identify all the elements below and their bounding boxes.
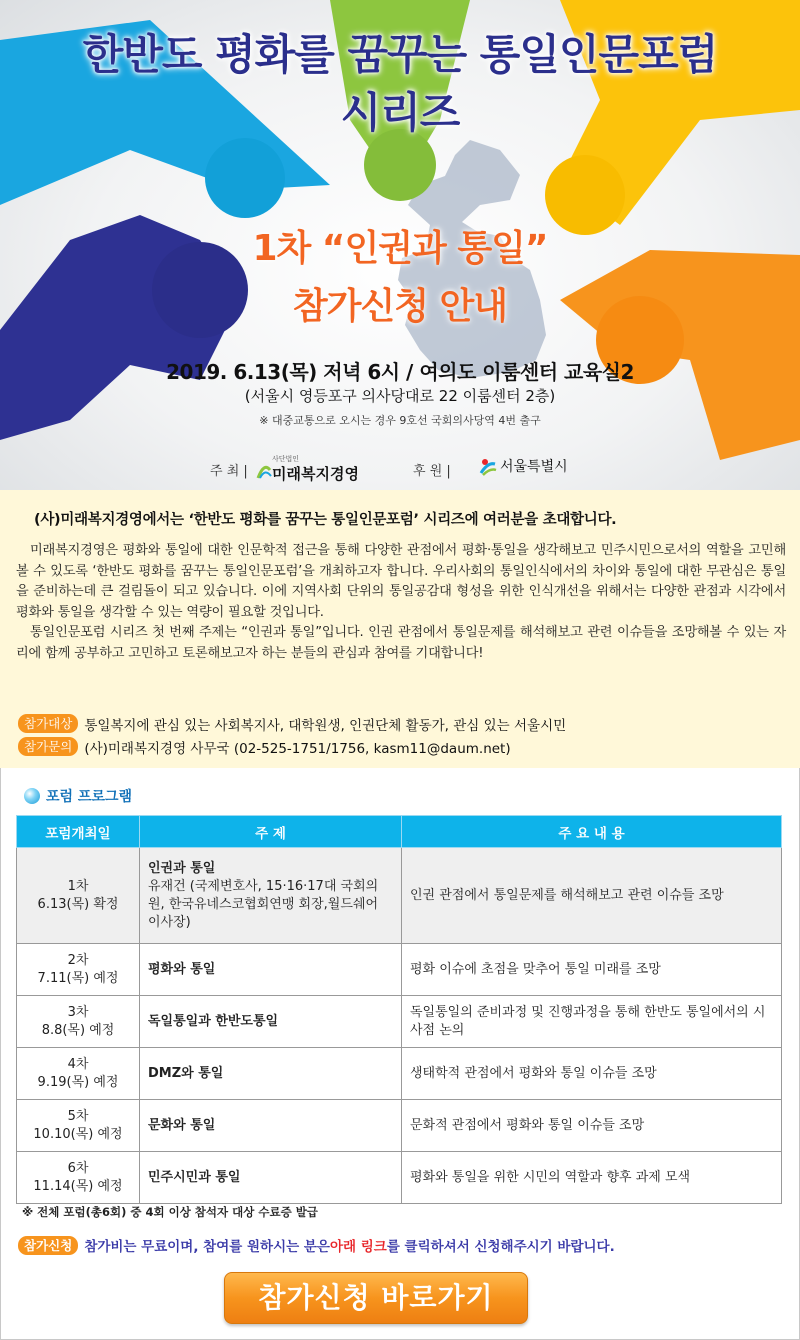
header-topic: 주 제 — [140, 816, 402, 848]
row-topic-cell — [140, 1152, 402, 1204]
row-date-cell — [17, 1100, 140, 1152]
target-row — [18, 712, 566, 735]
transit-note: ※ 대중교통으로 오시는 경우 9호선 국회의사당역 4번 출구 — [259, 414, 541, 427]
row-date: 7.11(목) 예정 — [37, 970, 119, 986]
support-label: 후 원 | — [413, 464, 451, 479]
banner-subtitle-line2: 참가신청 안내 — [292, 286, 508, 327]
row-topic-detail: 유재건 (국제변호사, 15·16·17대 국회의원, 한국유네스코협회연맹 회장,월드쉐어 이사장) — [148, 878, 379, 930]
event-datetime: 2019. 6.13(목) 저녁 6시 / 여의도 이룸센터 교육실2 — [166, 360, 634, 384]
apply-info — [18, 1235, 615, 1255]
row-round: 1차 — [67, 878, 89, 894]
intro-lead: (사)미래복지경영에서는 ‘한반도 평화를 꿈꾸는 통일인문포럼’ 시리즈에 여러분을 초대합니다. — [34, 512, 617, 528]
intro-paragraph-2: 통일인문포럼 시리즈 첫 번째 주제는 “인권과 통일”입니다. 인권 관점에서 통일문제를 해석해보고 관련 이슈들을 조망해볼 수 있는 자리에 함께 공부하고 고민하고 토론해보고자 하는 분들의 관심과 참여를 기대합니다! — [16, 625, 786, 661]
host-small-text: 사단법인 — [272, 455, 300, 463]
row-topic: 민주시민과 통일 — [148, 1169, 241, 1185]
table-row — [17, 944, 782, 996]
row-desc: 문화적 관점에서 평화와 통일 이슈들 조망 — [402, 1100, 782, 1152]
row-round: 3차 — [67, 1004, 89, 1020]
program-title: 포럼 프로그램 — [46, 789, 133, 805]
contact-badge: 참가문의 — [18, 737, 78, 756]
event-address: (서울시 영등포구 의사당대로 22 이룸센터 2층) — [244, 387, 556, 405]
row-date: 11.14(목) 예정 — [33, 1178, 123, 1194]
row-date: 8.8(목) 예정 — [41, 1022, 115, 1038]
row-topic: 인권과 통일 — [148, 860, 216, 876]
row-date: 6.13(목) 확정 — [37, 896, 119, 912]
row-date-cell — [17, 944, 140, 996]
seoul-logo-icon — [478, 456, 498, 476]
row-round: 4차 — [67, 1056, 89, 1072]
host-logo — [256, 456, 359, 484]
event-banner — [0, 0, 800, 490]
schedule-table — [16, 815, 782, 1204]
row-round: 2차 — [67, 952, 89, 968]
table-row — [17, 1152, 782, 1204]
apply-text-link: 아래 링크 — [329, 1239, 387, 1255]
support-name: 서울특별시 — [500, 459, 568, 475]
intro-paragraph-1: 미래복지경영은 평화와 통일에 대한 인문학적 접근을 통해 다양한 관점에서 평화·통일을 생각해보고 민주시민으로서의 역할을 고민해볼 수 있도록 ‘한반도 평화를 꿈꾸는 통일인문포럼’을 개최하고자 합니다. 우리사회의 통일인식에서의 차이와 통일에 대한 무관심은 통일을 준비하는데 큰 걸림돌이 되고 있습니다. 이에 지역사회 단위의 통일공감대 형성을 위한 인식개선을 위해서는 다양한 관점과 시각에서 평화와 통일을 생각할 수 있는 역량이 필요할 것입니다. — [16, 543, 786, 620]
bullet-icon — [24, 788, 40, 804]
seoul-logo — [478, 456, 568, 476]
apply-text-before: 참가비는 무료이며, 참여를 원하시는 분은 — [84, 1239, 330, 1255]
program-section — [0, 768, 800, 1340]
table-row — [17, 1048, 782, 1100]
row-topic-cell — [140, 944, 402, 996]
schedule-header-row — [17, 816, 782, 848]
row-desc: 평화 이슈에 초점을 맞추어 통일 미래를 조망 — [402, 944, 782, 996]
apply-now-button[interactable]: 참가신청 바로가기 — [224, 1272, 528, 1324]
program-heading — [24, 786, 132, 806]
host-name: 미래복지경영 — [272, 465, 359, 483]
banner-title-line1: 한반도 평화를 꿈꾸는 통일인문포럼 — [82, 30, 718, 79]
row-topic: 문화와 통일 — [148, 1117, 216, 1133]
row-desc: 인권 관점에서 통일문제를 해석해보고 관련 이슈들 조망 — [402, 848, 782, 944]
row-topic-cell — [140, 848, 402, 944]
table-row — [17, 848, 782, 944]
row-topic: 평화와 통일 — [148, 961, 216, 977]
table-row — [17, 1100, 782, 1152]
row-date: 9.19(목) 예정 — [37, 1074, 119, 1090]
row-date: 10.10(목) 예정 — [33, 1126, 123, 1142]
info-block — [18, 712, 566, 758]
certificate-footnote: ※ 전체 포럼(총6회) 중 4회 이상 참석자 대상 수료증 발급 — [22, 1205, 318, 1219]
row-topic: 독일통일과 한반도통일 — [148, 1013, 279, 1029]
apply-badge: 참가신청 — [18, 1236, 78, 1255]
banner-subtitle-line1: 1차 “인권과 통일” — [252, 228, 548, 269]
intro-section — [0, 490, 800, 768]
host-label: 주 최 | — [210, 464, 248, 479]
contact-row — [18, 735, 566, 758]
row-topic-cell — [140, 1100, 402, 1152]
host-logo-icon — [256, 460, 272, 480]
row-desc: 생태학적 관점에서 평화와 통일 이슈들 조망 — [402, 1048, 782, 1100]
target-value: 통일복지에 관심 있는 사회복지사, 대학원생, 인권단체 활동가, 관심 있는 서울시민 — [84, 717, 567, 734]
row-topic-cell — [140, 996, 402, 1048]
row-date-cell — [17, 848, 140, 944]
row-desc: 평화와 통일을 위한 시민의 역할과 향후 과제 모색 — [402, 1152, 782, 1204]
target-badge: 참가대상 — [18, 714, 78, 733]
header-date: 포럼개최일 — [17, 816, 140, 848]
row-desc: 독일통일의 준비과정 및 진행과정을 통해 한반도 통일에서의 시사점 논의 — [402, 996, 782, 1048]
apply-text-after: 를 클릭하셔서 신청해주시기 바랍니다. — [386, 1239, 615, 1255]
row-date-cell — [17, 1152, 140, 1204]
contact-value: (사)미래복지경영 사무국 (02-525-1751/1756, kasm11@daum.net) — [84, 740, 511, 757]
row-round: 6차 — [67, 1160, 89, 1176]
row-round: 5차 — [67, 1108, 89, 1124]
header-desc: 주 요 내 용 — [402, 816, 782, 848]
table-row — [17, 996, 782, 1048]
row-date-cell — [17, 1048, 140, 1100]
row-topic: DMZ와 통일 — [148, 1065, 224, 1081]
row-date-cell — [17, 996, 140, 1048]
row-topic-cell — [140, 1048, 402, 1100]
banner-title-line2: 시리즈 — [340, 88, 460, 137]
sponsors-bar — [0, 455, 800, 483]
